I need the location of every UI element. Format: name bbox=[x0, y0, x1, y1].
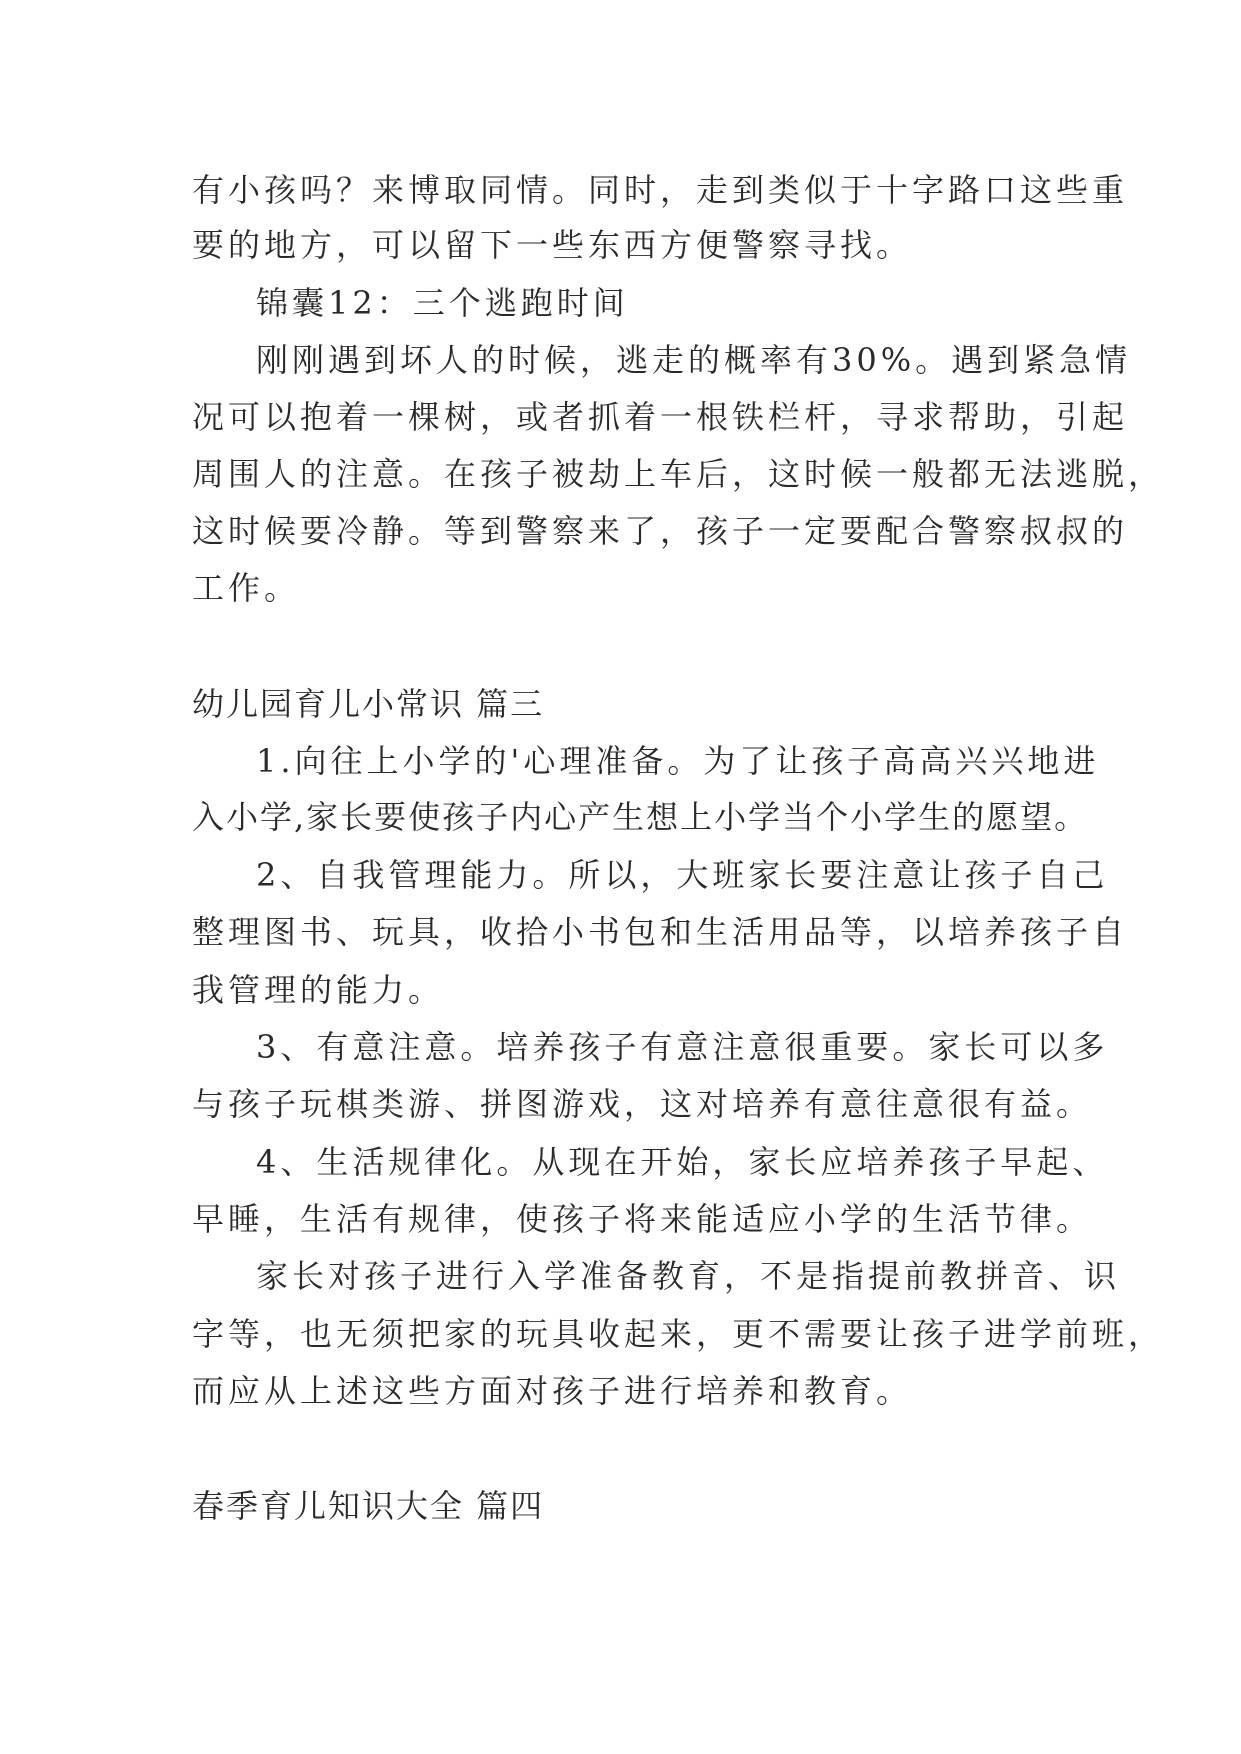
body-line: 况可以抱着一棵树，或者抓着一根铁栏杆，寻求帮助，引起 bbox=[192, 398, 1129, 436]
body-line: 入小学,家长要使孩子内心产生想上小学当个小学生的愿望。 bbox=[192, 798, 1089, 836]
body-line: 而应从上述这些方面对孩子进行培养和教育。 bbox=[192, 1372, 913, 1410]
body-line: 家长对孩子进行入学准备教育，不是指提前教拼音、识 bbox=[256, 1257, 1121, 1295]
body-line: 字等，也无须把家的玩具收起来，更不需要让孩子进学前班， bbox=[192, 1315, 1165, 1353]
body-line: 有小孩吗？来博取同情。同时，走到类似于十字路口这些重 bbox=[192, 171, 1129, 209]
body-line: 与孩子玩棋类游、拼图游戏，这对培养有意往意很有益。 bbox=[192, 1085, 1093, 1123]
body-line: 我管理的能力。 bbox=[192, 971, 445, 1009]
body-line: 1.向往上小学的'心理准备。为了让孩子高高兴兴地进 bbox=[256, 742, 1100, 780]
body-line: 2、自我管理能力。所以，大班家长要注意让孩子自己 bbox=[256, 856, 1109, 894]
body-line: 整理图书、玩具，收拾小书包和生活用品等，以培养孩子自 bbox=[192, 913, 1129, 951]
body-line: 4、生活规律化。从现在开始，家长应培养孩子早起、 bbox=[256, 1143, 1109, 1181]
section-subheading: 锦囊12：三个逃跑时间 bbox=[256, 284, 629, 322]
body-line: 工作。 bbox=[192, 569, 301, 607]
body-line: 3、有意注意。培养孩子有意注意很重要。家长可以多 bbox=[256, 1028, 1109, 1066]
body-line: 早睡，生活有规律，使孩子将来能适应小学的生活节律。 bbox=[192, 1200, 1093, 1238]
body-line: 刚刚遇到坏人的时候，逃走的概率有30%。遇到紧急情 bbox=[256, 341, 1132, 379]
body-line: 要的地方，可以留下一些东西方便警察寻找。 bbox=[192, 226, 913, 264]
section-heading: 幼儿园育儿小常识 篇三 bbox=[192, 685, 545, 723]
section-heading: 春季育儿知识大全 篇四 bbox=[192, 1487, 545, 1525]
body-line: 周围人的注意。在孩子被劫上车后，这时候一般都无法逃脱， bbox=[192, 455, 1165, 493]
body-line: 这时候要冷静。等到警察来了，孩子一定要配合警察叔叔的 bbox=[192, 512, 1129, 550]
